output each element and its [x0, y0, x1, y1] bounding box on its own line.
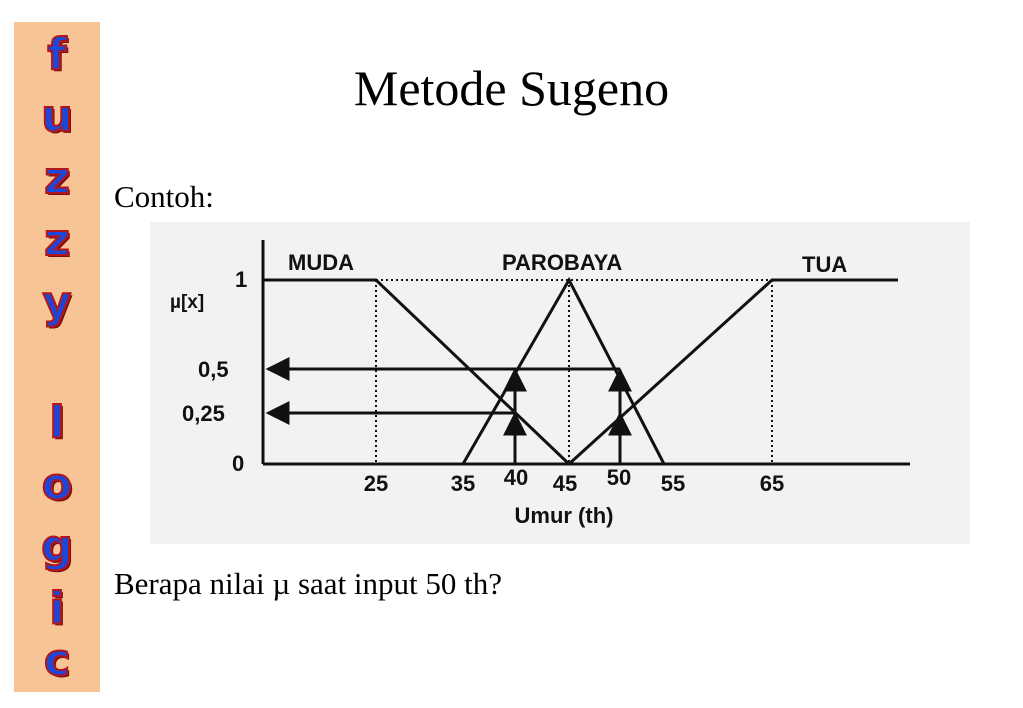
sidebar-letter: o	[41, 459, 73, 510]
sidebar-letter: g	[41, 521, 73, 572]
y-tick-0-25: 0,25	[182, 401, 225, 426]
question-text: Berapa nilai µ saat input 50 th?	[114, 566, 503, 601]
set-label-muda: MUDA	[288, 250, 354, 275]
sidebar-letter: y	[42, 277, 72, 328]
fuzzy-logic-sidebar	[14, 22, 100, 692]
sidebar-letter: l	[49, 397, 65, 448]
sidebar-letter: u	[41, 91, 73, 142]
y-axis-label: µ[x]	[170, 292, 205, 313]
sidebar-letter: i	[49, 583, 65, 634]
muda-set-line	[263, 280, 569, 464]
x-tick-40: 40	[503, 465, 529, 490]
x-tick-35: 35	[450, 471, 476, 496]
slide-subtitle: Contoh:	[114, 179, 214, 214]
x-tick-65: 65	[759, 471, 785, 496]
set-label-parobaya: PAROBAYA	[502, 250, 623, 275]
y-tick-0: 0	[232, 451, 245, 476]
sidebar-letter: f	[47, 29, 67, 80]
tua-set-line	[569, 280, 898, 464]
sidebar-letter: c	[43, 635, 71, 686]
membership-function-diagram	[150, 222, 970, 544]
set-label-tua: TUA	[802, 252, 848, 277]
x-axis-label: Umur (th)	[514, 503, 614, 528]
x-tick-45: 45	[552, 471, 578, 496]
slide-title: Metode Sugeno	[353, 60, 670, 116]
sidebar-letter: z	[44, 215, 70, 266]
x-tick-25: 25	[363, 471, 389, 496]
x-tick-55: 55	[660, 471, 686, 496]
parobaya-set-line	[463, 280, 664, 464]
y-tick-1: 1	[235, 267, 248, 292]
y-tick-0-5: 0,5	[198, 357, 229, 382]
x-tick-50: 50	[606, 465, 632, 490]
sidebar-letter: z	[44, 153, 70, 204]
